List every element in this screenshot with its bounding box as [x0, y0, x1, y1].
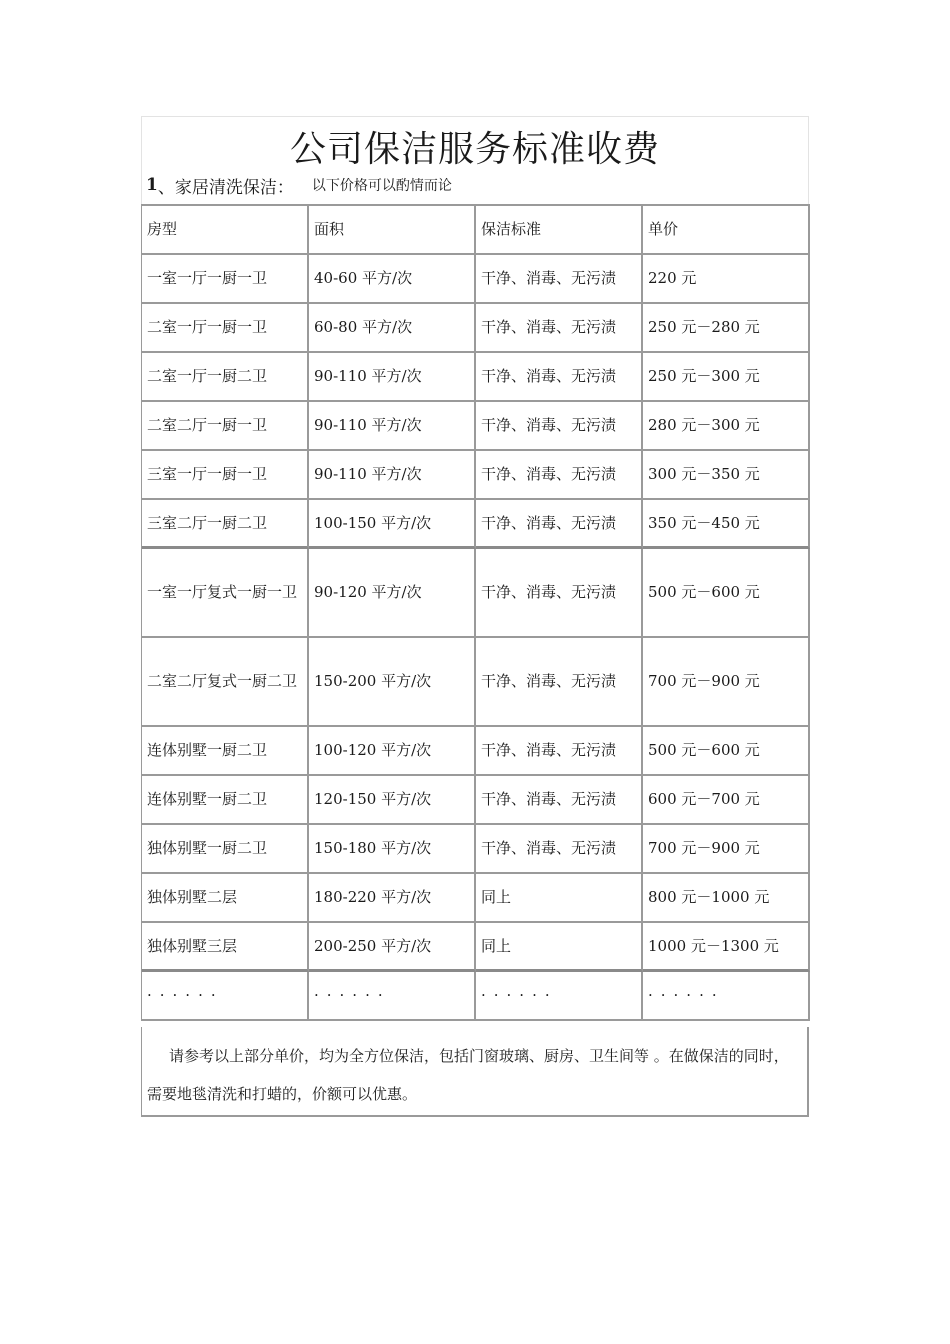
cell-standard: 干净、消毒、无污渍: [476, 825, 643, 874]
cell-room-type: 二室二厅复式一厨二卫: [142, 638, 309, 727]
table-row: [142, 776, 810, 825]
footer-note: 请参考以上部分单价，均为全方位保洁，包括门窗玻璃、厨房、卫生间等 。在做保洁的同时，需要地毯清洗和打蜡的，价额可以优惠。: [147, 1047, 789, 1103]
cell-price: 280 元－300 元: [643, 402, 810, 451]
cell-area: 60-80 平方/次: [309, 304, 476, 353]
cell-room-type: 连体别墅一厨二卫: [142, 727, 309, 776]
table-row: [142, 353, 810, 402]
cell-area: 150-180 平方/次: [309, 825, 476, 874]
section-heading: [146, 168, 452, 202]
cell-area: 90-120 平方/次: [309, 549, 476, 638]
cell-standard: 干净、消毒、无污渍: [476, 402, 643, 451]
table-row-ellipsis: [142, 972, 810, 1021]
cell-room-type: 独体别墅二层: [142, 874, 309, 923]
cell-area: 90-110 平方/次: [309, 451, 476, 500]
footer-note-box: [141, 1027, 809, 1117]
table-row: [142, 638, 810, 727]
cell-standard: 干净、消毒、无污渍: [476, 255, 643, 304]
cell-room-type: 一室一厅复式一厨一卫: [142, 549, 309, 638]
cell-ellipsis: ······: [643, 972, 810, 1021]
cell-price: 250 元－300 元: [643, 353, 810, 402]
cell-price: 600 元－700 元: [643, 776, 810, 825]
cell-room-type: 一室一厅一厨一卫: [142, 255, 309, 304]
table-row: [142, 500, 810, 549]
cell-price: 1000 元－1300 元: [643, 923, 810, 972]
header-cell-room-type: 房型: [142, 206, 309, 255]
cell-standard: 干净、消毒、无污渍: [476, 776, 643, 825]
cell-room-type: 独体别墅一厨二卫: [142, 825, 309, 874]
cell-standard: 干净、消毒、无污渍: [476, 500, 643, 549]
cell-standard: 干净、消毒、无污渍: [476, 304, 643, 353]
cell-area: 100-150 平方/次: [309, 500, 476, 549]
table-row: [142, 549, 810, 638]
cell-area: 150-200 平方/次: [309, 638, 476, 727]
header-cell-standard: 保洁标准: [476, 206, 643, 255]
cell-ellipsis: ······: [142, 972, 309, 1021]
cell-room-type: 三室一厅一厨一卫: [142, 451, 309, 500]
table-header-row: [142, 206, 810, 255]
table-row: [142, 874, 810, 923]
cell-room-type: 连体别墅一厨二卫: [142, 776, 309, 825]
cell-standard: 同上: [476, 923, 643, 972]
cell-area: 200-250 平方/次: [309, 923, 476, 972]
page-title: 公司保洁服务标准收费: [289, 129, 660, 171]
table-row: [142, 304, 810, 353]
price-table: [141, 204, 810, 1021]
section-label: 、家居清洗保洁：: [157, 177, 294, 198]
cell-price: 220 元: [643, 255, 810, 304]
cell-standard: 干净、消毒、无污渍: [476, 353, 643, 402]
header-cell-area: 面积: [309, 206, 476, 255]
cell-area: 90-110 平方/次: [309, 353, 476, 402]
cell-ellipsis: ······: [309, 972, 476, 1021]
cell-area: 180-220 平方/次: [309, 874, 476, 923]
cell-price: 800 元－1000 元: [643, 874, 810, 923]
cell-price: 300 元－350 元: [643, 451, 810, 500]
cell-ellipsis: ······: [476, 972, 643, 1021]
cell-price: 500 元－600 元: [643, 549, 810, 638]
cell-room-type: 二室一厅一厨二卫: [142, 353, 309, 402]
cell-standard: 干净、消毒、无污渍: [476, 451, 643, 500]
cell-price: 500 元－600 元: [643, 727, 810, 776]
table-row: [142, 727, 810, 776]
cell-standard: 干净、消毒、无污渍: [476, 638, 643, 727]
cell-price: 700 元－900 元: [643, 825, 810, 874]
cell-area: 120-150 平方/次: [309, 776, 476, 825]
table-row: [142, 825, 810, 874]
cell-room-type: 二室二厅一厨一卫: [142, 402, 309, 451]
table-row: [142, 255, 810, 304]
table-row: [142, 402, 810, 451]
table-row: [142, 451, 810, 500]
cell-area: 90-110 平方/次: [309, 402, 476, 451]
cell-price: 250 元－280 元: [643, 304, 810, 353]
cell-price: 700 元－900 元: [643, 638, 810, 727]
section-note: 以下价格可以酌情而论: [311, 178, 452, 194]
cell-area: 40-60 平方/次: [309, 255, 476, 304]
cell-price: 350 元－450 元: [643, 500, 810, 549]
cell-room-type: 独体别墅三层: [142, 923, 309, 972]
cell-area: 100-120 平方/次: [309, 727, 476, 776]
cell-room-type: 三室二厅一厨二卫: [142, 500, 309, 549]
cell-standard: 干净、消毒、无污渍: [476, 727, 643, 776]
cell-standard: 干净、消毒、无污渍: [476, 549, 643, 638]
header-cell-price: 单价: [643, 206, 810, 255]
cell-standard: 同上: [476, 874, 643, 923]
cell-room-type: 二室一厅一厨一卫: [142, 304, 309, 353]
table-row: [142, 923, 810, 972]
section-number: 1: [146, 175, 158, 195]
